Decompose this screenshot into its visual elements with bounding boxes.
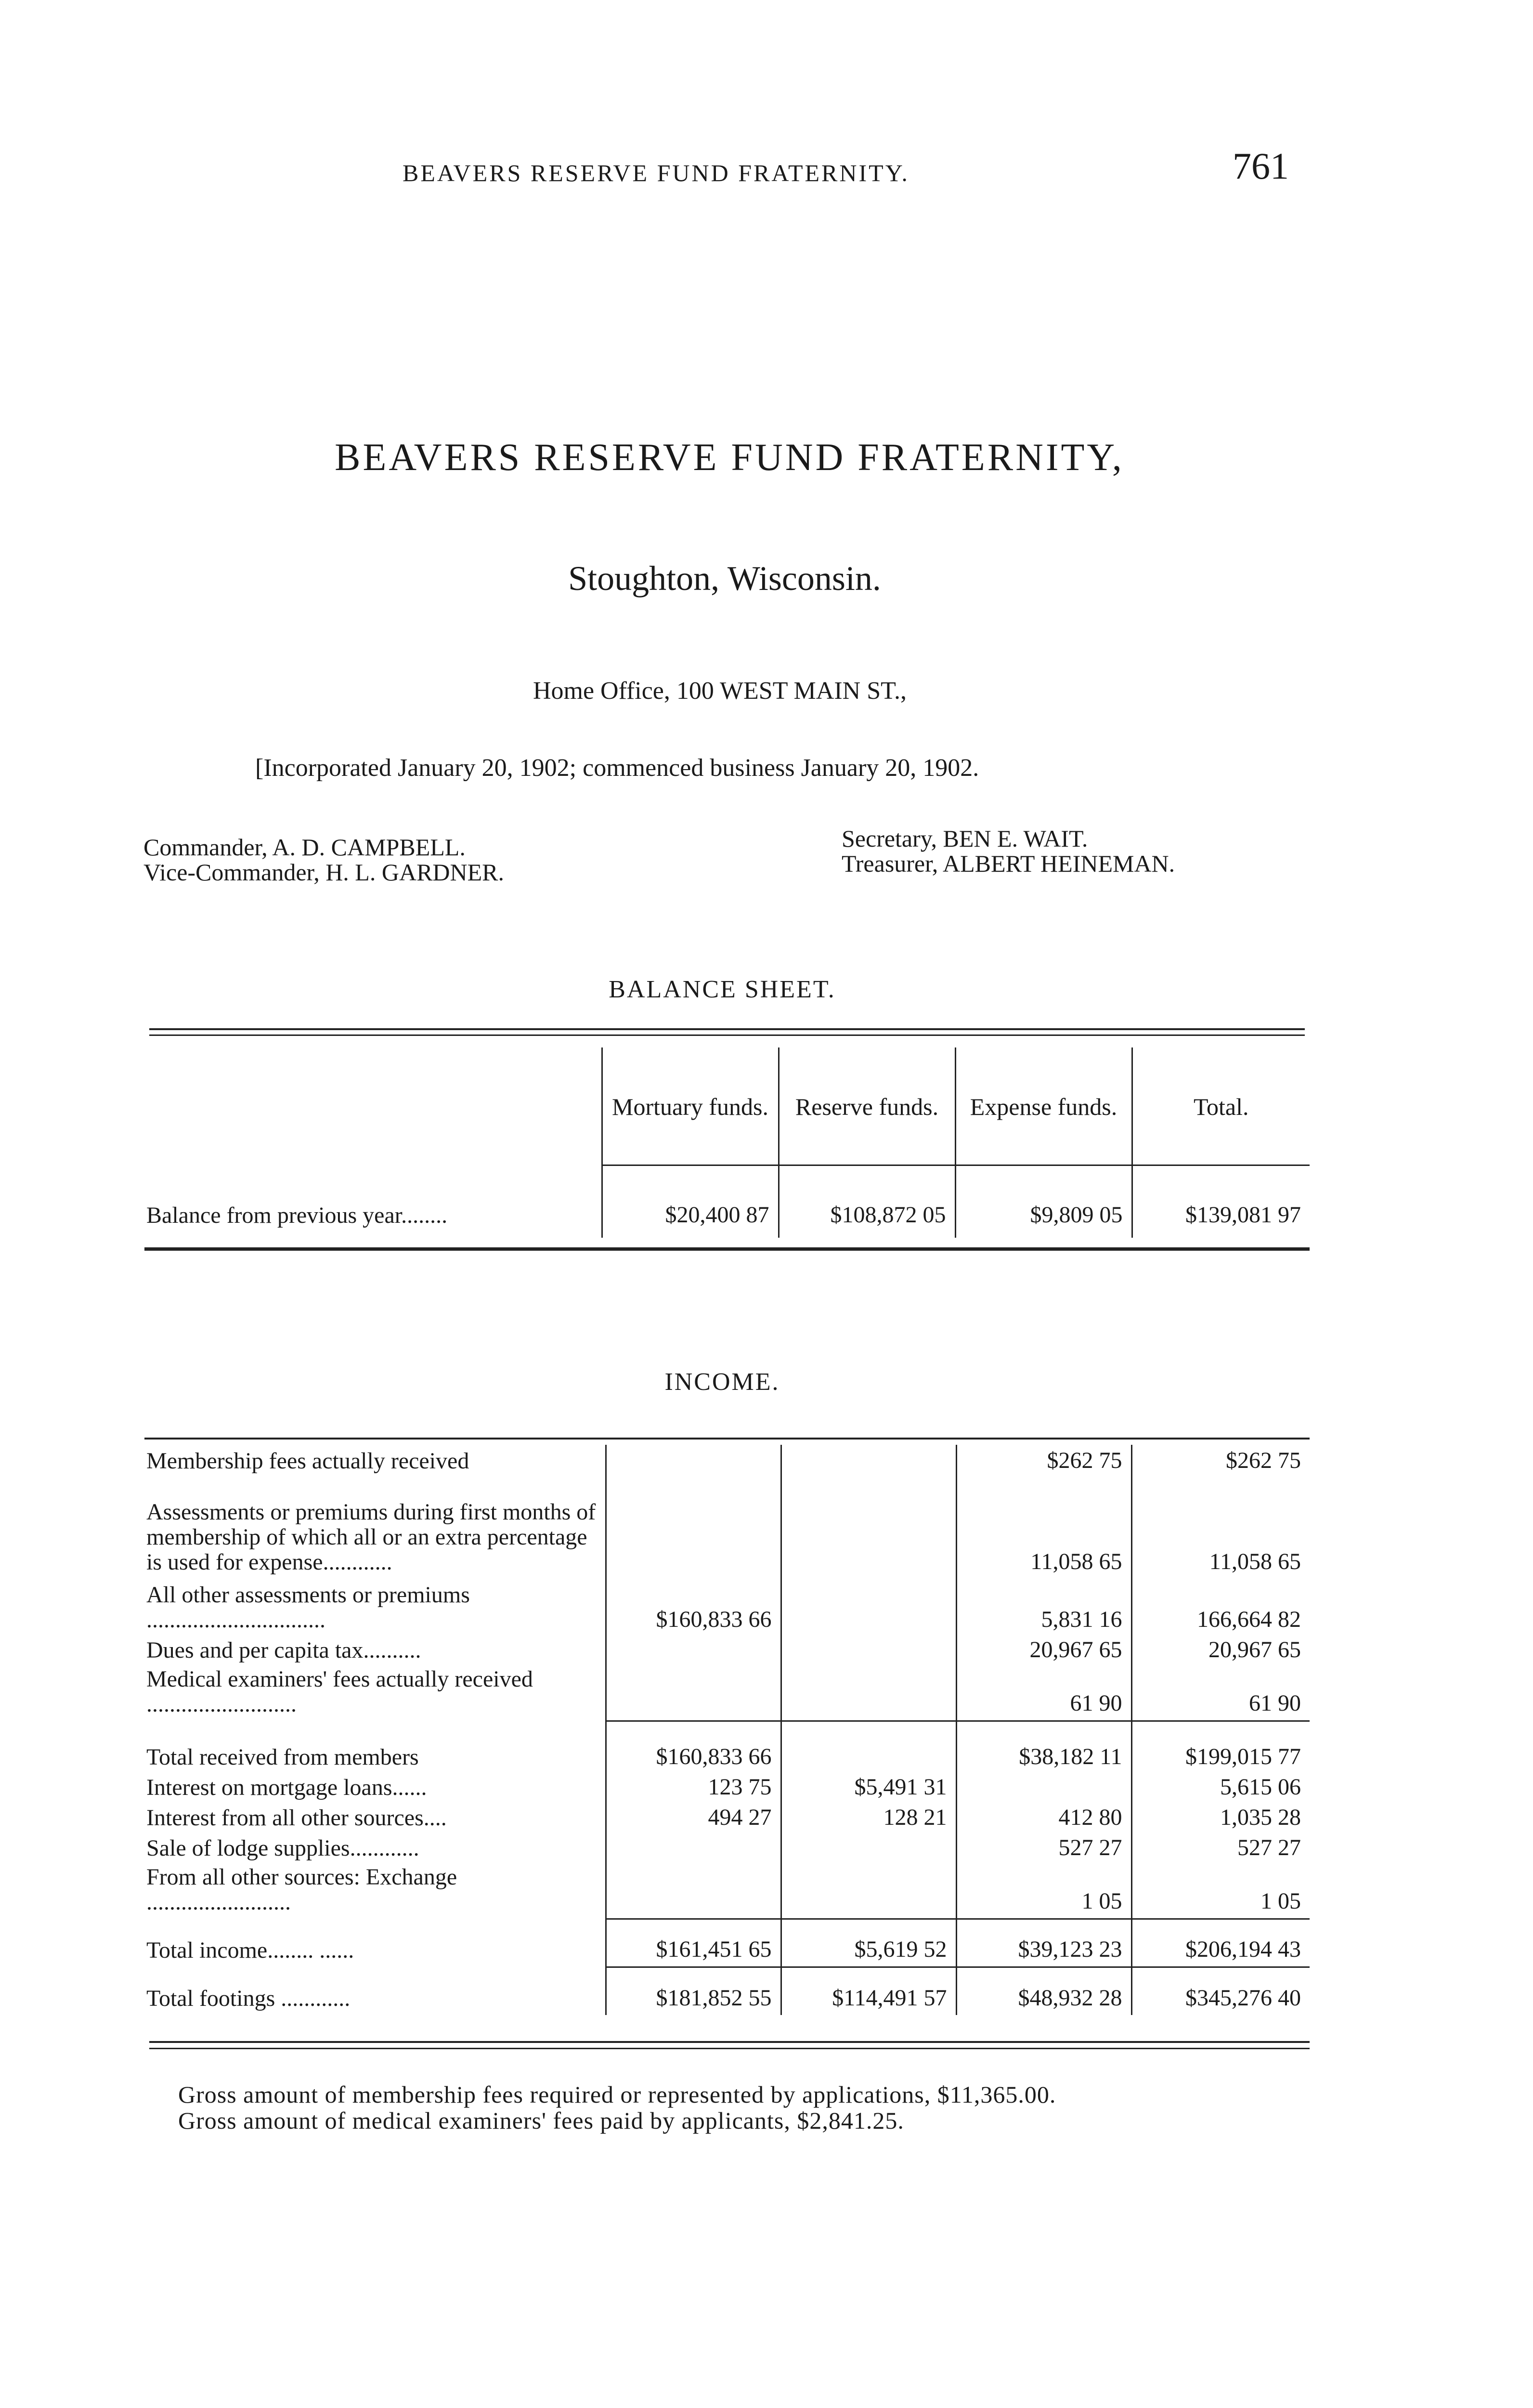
footnote-membership-fees: Gross amount of membership fees required or represented by applications, $11,365.00. bbox=[178, 2081, 1056, 2108]
income-row bbox=[144, 1445, 1310, 1478]
balance-sheet-table bbox=[144, 1047, 1310, 1238]
page-number: 761 bbox=[1233, 145, 1289, 187]
income-cell-total: $262 75 bbox=[1131, 1445, 1310, 1478]
income-row-label: Medical examiners' fees actually received .......................... bbox=[146, 1666, 533, 1717]
header-blank bbox=[144, 1047, 602, 1165]
balance-total: $139,081 97 bbox=[1132, 1165, 1310, 1238]
income-cell-total: 61 90 bbox=[1131, 1667, 1310, 1721]
balance-header-row bbox=[144, 1047, 1310, 1165]
income-cell-expense: $262 75 bbox=[956, 1445, 1131, 1478]
income-row bbox=[144, 1721, 1310, 1774]
rule-top-2 bbox=[149, 1034, 1305, 1036]
income-cell-reserve bbox=[781, 1636, 956, 1667]
rule-balance-bottom bbox=[144, 1247, 1310, 1251]
income-row bbox=[144, 1834, 1310, 1865]
income-cell-mortuary bbox=[606, 1636, 781, 1667]
income-cell-reserve bbox=[781, 1445, 956, 1478]
rule-income-bottom-2 bbox=[149, 2048, 1310, 2049]
income-cell-mortuary: $160,833 66 bbox=[606, 1579, 781, 1636]
org-name: BEAVERS RESERVE FUND FRATERNITY, bbox=[335, 436, 1124, 479]
col-total: Total. bbox=[1132, 1047, 1310, 1165]
income-cell-total: 11,058 65 bbox=[1131, 1478, 1310, 1579]
income-cell-mortuary bbox=[606, 1478, 781, 1579]
income-cell-total: 20,967 65 bbox=[1131, 1636, 1310, 1667]
col-reserve: Reserve funds. bbox=[779, 1047, 955, 1165]
income-title: INCOME. bbox=[664, 1368, 780, 1396]
income-cell-mortuary bbox=[606, 1865, 781, 1919]
income-row bbox=[144, 1804, 1310, 1834]
balance-sheet-title: BALANCE SHEET. bbox=[609, 976, 836, 1003]
incorporation-note: [Incorporated January 20, 1902; commenced business January 20, 1902. bbox=[255, 754, 979, 782]
income-cell-total: $206,194 43 bbox=[1131, 1919, 1310, 1967]
income-row-label: All other assessments or premiums ............................... bbox=[146, 1582, 470, 1633]
income-row bbox=[144, 1774, 1310, 1804]
income-cell-mortuary: $161,451 65 bbox=[606, 1919, 781, 1967]
income-cell-expense: $38,182 11 bbox=[956, 1721, 1131, 1774]
officer-treasurer: Treasurer, ALBERT HEINEMAN. bbox=[842, 850, 1175, 877]
officer-commander: Commander, A. D. CAMPBELL. bbox=[143, 834, 466, 861]
income-cell-reserve bbox=[781, 1865, 956, 1919]
income-cell-total: $199,015 77 bbox=[1131, 1721, 1310, 1774]
rule-header-bottom bbox=[602, 1165, 1310, 1166]
income-cell-reserve bbox=[781, 1579, 956, 1636]
income-cell-total: $345,276 40 bbox=[1131, 1967, 1310, 2015]
income-cell-expense: $48,932 28 bbox=[956, 1967, 1131, 2015]
income-cell-expense: 412 80 bbox=[956, 1804, 1131, 1834]
income-row bbox=[144, 1579, 1310, 1636]
income-row-label: Total income........ ...... bbox=[146, 1937, 354, 1963]
income-cell-reserve bbox=[781, 1667, 956, 1721]
income-cell-expense: 11,058 65 bbox=[956, 1478, 1131, 1579]
income-row bbox=[144, 1865, 1310, 1919]
balance-expense: $9,809 05 bbox=[955, 1165, 1132, 1238]
income-cell-expense: 5,831 16 bbox=[956, 1579, 1131, 1636]
income-cell-reserve bbox=[781, 1721, 956, 1774]
rule-income-bottom bbox=[149, 2041, 1310, 2043]
income-cell-mortuary bbox=[606, 1667, 781, 1721]
income-row-label: Dues and per capita tax.......... bbox=[146, 1637, 421, 1663]
income-row-label: Membership fees actually received bbox=[146, 1448, 469, 1474]
income-row-label: From all other sources: Exchange ......................... bbox=[146, 1864, 457, 1915]
income-row-label: Assessments or premiums during first months of membership of which all or an extra percentage is used for expense............ bbox=[146, 1499, 596, 1575]
col-mortuary: Mortuary funds. bbox=[602, 1047, 779, 1165]
income-cell-expense: $39,123 23 bbox=[956, 1919, 1131, 1967]
income-cell-reserve bbox=[781, 1478, 956, 1579]
rule-top bbox=[149, 1028, 1305, 1030]
income-cell-total: 527 27 bbox=[1131, 1834, 1310, 1865]
income-cell-reserve bbox=[781, 1834, 956, 1865]
income-cell-expense: 61 90 bbox=[956, 1667, 1131, 1721]
income-row bbox=[144, 1636, 1310, 1667]
income-row bbox=[144, 1919, 1310, 1967]
income-cell-total: 166,664 82 bbox=[1131, 1579, 1310, 1636]
footnote-medical-fees: Gross amount of medical examiners' fees paid by applicants, $2,841.25. bbox=[178, 2107, 904, 2134]
officer-vice-commander: Vice-Commander, H. L. GARDNER. bbox=[143, 859, 505, 886]
income-cell-expense: 1 05 bbox=[956, 1865, 1131, 1919]
balance-row bbox=[144, 1165, 1310, 1238]
income-cell-expense: 20,967 65 bbox=[956, 1636, 1131, 1667]
income-row-label: Interest from all other sources.... bbox=[146, 1805, 447, 1831]
income-cell-reserve: $5,619 52 bbox=[781, 1919, 956, 1967]
income-cell-mortuary: $181,852 55 bbox=[606, 1967, 781, 2015]
income-rows bbox=[144, 1445, 1310, 2015]
balance-reserve: $108,872 05 bbox=[779, 1165, 955, 1238]
income-cell-mortuary: 494 27 bbox=[606, 1804, 781, 1834]
income-cell-reserve: $5,491 31 bbox=[781, 1774, 956, 1804]
income-row-label: Sale of lodge supplies............ bbox=[146, 1835, 419, 1861]
income-row-label: Total received from members bbox=[146, 1744, 419, 1770]
balance-label: Balance from previous year........ bbox=[146, 1203, 448, 1228]
rule-income-top bbox=[144, 1438, 1310, 1440]
balance-mortuary: $20,400 87 bbox=[602, 1165, 779, 1238]
income-cell-mortuary bbox=[606, 1445, 781, 1478]
officer-secretary: Secretary, BEN E. WAIT. bbox=[842, 825, 1088, 852]
income-cell-reserve: $114,491 57 bbox=[781, 1967, 956, 2015]
income-row bbox=[144, 1667, 1310, 1721]
income-cell-expense bbox=[956, 1774, 1131, 1804]
income-cell-mortuary bbox=[606, 1834, 781, 1865]
income-cell-total: 1,035 28 bbox=[1131, 1804, 1310, 1834]
income-cell-total: 1 05 bbox=[1131, 1865, 1310, 1919]
home-office: Home Office, 100 WEST MAIN ST., bbox=[533, 677, 907, 705]
income-table bbox=[144, 1445, 1310, 2015]
income-row-label: Total footings ............ bbox=[146, 1986, 351, 2011]
running-title: BEAVERS RESERVE FUND FRATERNITY. bbox=[403, 159, 909, 186]
income-row-label: Interest on mortgage loans...... bbox=[146, 1775, 427, 1800]
income-cell-mortuary: 123 75 bbox=[606, 1774, 781, 1804]
col-expense: Expense funds. bbox=[955, 1047, 1132, 1165]
income-row bbox=[144, 1478, 1310, 1579]
income-cell-expense: 527 27 bbox=[956, 1834, 1131, 1865]
income-row bbox=[144, 1967, 1310, 2015]
income-cell-reserve: 128 21 bbox=[781, 1804, 956, 1834]
income-cell-total: 5,615 06 bbox=[1131, 1774, 1310, 1804]
org-location: Stoughton, Wisconsin. bbox=[568, 559, 881, 598]
income-cell-mortuary: $160,833 66 bbox=[606, 1721, 781, 1774]
